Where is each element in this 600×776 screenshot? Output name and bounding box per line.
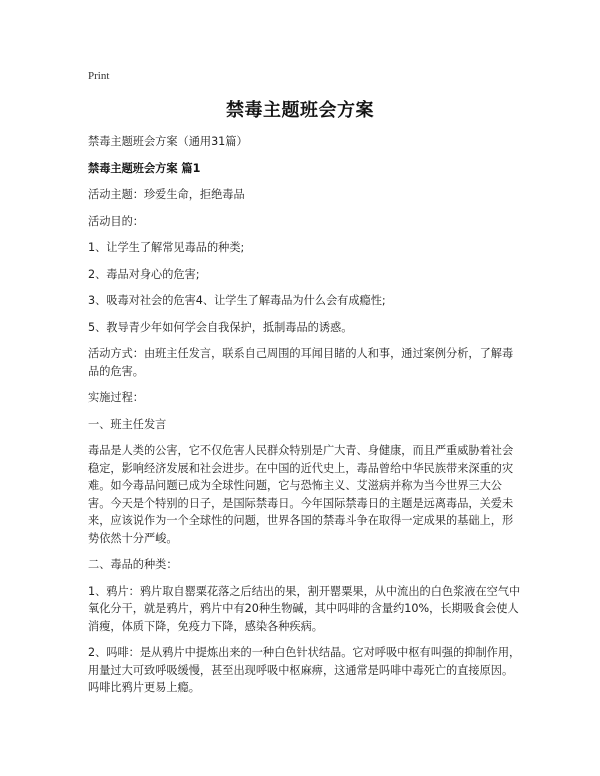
paragraph-purpose-5: 5、教导青少年如何学会自我保护，抵制毒品的诱惑。 xyxy=(88,320,353,334)
paragraph-teacher-speech-heading: 一、班主任发言 xyxy=(88,417,167,431)
paragraph-morphine: 2、吗啡：是从鸦片中提炼出来的一种白色针状结晶。它对呼吸中枢有叫强的抑制作用，用量过大可致呼吸缓慢，甚至出现呼吸中枢麻痹，这通常是吗啡中毒死亡的直接原因。吗啡比鸦片更易上瘾。 xyxy=(88,646,521,694)
paragraph-implementation: 实施过程： xyxy=(88,391,144,404)
page-title: 禁毒主题班会方案 xyxy=(226,100,374,121)
paragraph-activity-theme: 活动主题：珍爱生命，拒绝毒品 xyxy=(88,188,245,201)
paragraph-purpose-1: 1、让学生了解常见毒品的种类; xyxy=(88,241,245,254)
paragraph-drug-types-heading: 二、毒品的种类： xyxy=(88,558,178,571)
print-label: Print xyxy=(88,70,110,82)
document-body xyxy=(88,133,522,697)
document-subtitle: 禁毒主题班会方案（通用31篇） xyxy=(88,135,248,148)
paragraph-teacher-speech: 毒品是人类的公害，它不仅危害人民群众特别是广大青、身健康，而且严重威胁着社会稳定，影响经济发展和社会进步。在中国的近代史上，毒品曾给中华民族带来深重的灾难。如今毒品问题已成为全球性问题，它与恐怖主义、艾滋病并称为当今世界三大公害。今天是个特别的日子，是国际禁毒日。今年国际禁毒日的主题是远离毒品，关爱未来，应该说作为一个全球性的问题，世界各国的禁毒斗争在取得一定成果的基础上，形势依然十分严峻。 xyxy=(88,444,514,545)
paragraph-activity-method: 活动方式：由班主任发言，联系自己周围的耳闻目睹的人和事，通过案例分析，了解毒品的危害。 xyxy=(88,347,514,378)
section-heading: 禁毒主题班会方案 篇1 xyxy=(88,161,201,175)
paragraph-opium: 1、鸦片：鸦片取自罂粟花落之后结出的果，割开罂粟果，从中流出的白色浆液在空气中氧化分干，就是鸦片，鸦片中有20种生物碱，其中吗啡的含量约10%，长期吸食会使人消瘦，体质下降，免疫力下降，感染各种疾病。 xyxy=(88,584,521,633)
paragraph-activity-purpose: 活动目的： xyxy=(88,214,144,228)
paragraph-purpose-2: 2、毒品对身心的危害; xyxy=(88,267,200,281)
paragraph-purpose-3: 3、吸毒对社会的危害4、让学生了解毒品为什么会有成瘾性; xyxy=(88,294,386,307)
